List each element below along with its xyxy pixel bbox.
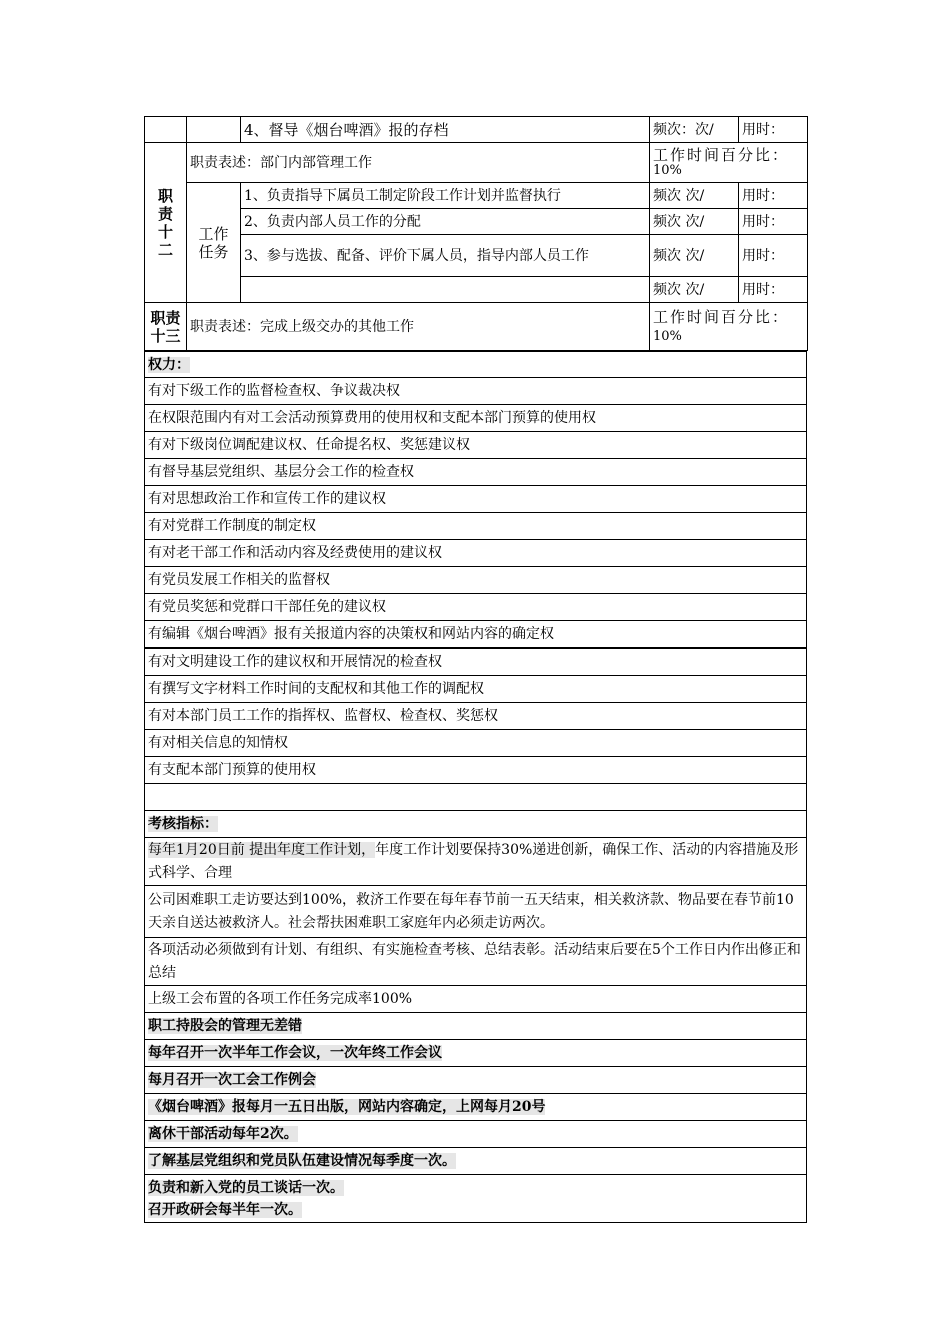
- time-used-cell: 用时：: [739, 209, 808, 235]
- duty13-label: 职责十三: [145, 303, 187, 351]
- duty13-row: [145, 303, 808, 351]
- kpi-item: 《烟台啤酒》报每月一五日出版，网站内容确定，上网每月20号: [148, 1099, 546, 1115]
- duty12-statement-row: [145, 143, 808, 183]
- frequency-cell: 频次 次/: [650, 209, 739, 235]
- duty13-time-pct: [650, 303, 808, 351]
- duty12-time-pct: [650, 143, 808, 183]
- time-pct-value: 10%: [653, 162, 682, 178]
- authority-item: 有对党群工作制度的制定权: [145, 513, 807, 540]
- task-text: 2、负责内部人员工作的分配: [241, 209, 650, 235]
- kpi-item: 了解基层党组织和党员队伍建设情况每季度一次。: [148, 1153, 456, 1169]
- duty12-statement: 职责表述：部门内部管理工作: [187, 143, 650, 183]
- authority-item: 在权限范围内有对工会活动预算费用的使用权和支配本部门预算的使用权: [145, 405, 807, 432]
- authority-item: 有支配本部门预算的使用权: [145, 757, 807, 784]
- authority-item: 有党员奖惩和党群口干部任免的建议权: [145, 594, 807, 621]
- duty12-label: 职责十二: [145, 143, 187, 303]
- kpi-title: 考核指标：: [148, 816, 218, 832]
- duty13-statement: 职责表述：完成上级交办的其他工作: [187, 303, 650, 351]
- kpi-item: 公司困难职工走访要达到100%，救济工作要在每年春节前一五天结束，相关救济款、物品要在春节前10天亲自送达被救济人。社会帮扶困难职工家庭年内必须走访两次。: [145, 886, 807, 938]
- time-used-cell: 用时：: [739, 277, 808, 303]
- kpi-item-highlight: 每年1月20日前 提出年度工作计划，: [148, 841, 376, 858]
- authority-item: 有对相关信息的知情权: [145, 730, 807, 757]
- time-used-cell: 用时：: [739, 183, 808, 209]
- kpi-item: 各项活动必须做到有计划、有组织、有实施检查考核、总结表彰。活动结束后要在5个工作日内作出修正和总结: [145, 938, 807, 986]
- time-pct-value: 10%: [653, 328, 682, 344]
- job-description-page: [144, 116, 807, 1223]
- kpi-item-line: 召开政研会每半年一次。: [148, 1201, 302, 1218]
- kpi-item: 职工持股会的管理无差错: [148, 1018, 302, 1034]
- authority-item: 有对下级岗位调配建议权、任命提名权、奖惩建议权: [145, 432, 807, 459]
- authority-item: 有对下级工作的监督检查权、争议裁决权: [145, 378, 807, 405]
- frequency-cell: 频次 次/: [650, 183, 739, 209]
- kpi-item: 上级工会布置的各项工作任务完成率100%: [145, 986, 807, 1013]
- kpi-item-text: 年度工作计划要保持30%递进创新，确保工作、活动的内容措施及形式科学、合理: [148, 841, 799, 881]
- task-label: 工作任务: [187, 183, 241, 303]
- frequency-cell: 频次 次/: [650, 235, 739, 277]
- task-text: [241, 277, 650, 303]
- duty12-task-row-3: [145, 235, 808, 277]
- authority-item: 有对文明建设工作的建议权和开展情况的检查权: [145, 648, 807, 676]
- duty-table: [144, 116, 808, 351]
- time-used-cell: 用时：: [739, 235, 808, 277]
- kpi-item: 每年召开一次半年工作会议，一次年终工作会议: [148, 1045, 442, 1061]
- kpi-item-line: 负责和新入党的员工谈话一次。: [148, 1179, 344, 1196]
- authority-item: [145, 784, 807, 811]
- authority-title: 权力：: [148, 356, 190, 373]
- time-pct-label: 工作时间百分比：: [653, 145, 790, 164]
- authority-item: 有督导基层党组织、基层分会工作的检查权: [145, 459, 807, 486]
- task-text: 1、负责指导下属员工制定阶段工作计划并监督执行: [241, 183, 650, 209]
- duty-row-prev: [145, 117, 808, 143]
- authority-item: 有撰写文字材料工作时间的支配权和其他工作的调配权: [145, 676, 807, 703]
- time-pct-label: 工作时间百分比：: [653, 307, 790, 326]
- duty12-task-row-2: [145, 209, 808, 235]
- task-text: 3、参与选拔、配备、评价下属人员，指导内部人员工作: [241, 235, 650, 277]
- kpi-item: 每月召开一次工会工作例会: [148, 1072, 316, 1088]
- authority-item: 有对老干部工作和活动内容及经费使用的建议权: [145, 540, 807, 567]
- time-used-cell: 用时：: [739, 117, 808, 143]
- duty12-task-row-1: [145, 183, 808, 209]
- authority-item: 有编辑《烟台啤酒》报有关报道内容的决策权和网站内容的确定权: [145, 621, 807, 649]
- authority-table: [144, 350, 807, 1223]
- task-text: 4、督导《烟台啤酒》报的存档: [241, 117, 650, 143]
- frequency-cell: 频次 次/: [650, 277, 739, 303]
- authority-item: 有对思想政治工作和宣传工作的建议权: [145, 486, 807, 513]
- kpi-item: 离休干部活动每年2次。: [148, 1126, 298, 1142]
- authority-item: 有党员发展工作相关的监督权: [145, 567, 807, 594]
- kpi-item: [145, 1175, 807, 1223]
- authority-item: 有对本部门员工工作的指挥权、监督权、检查权、奖惩权: [145, 703, 807, 730]
- frequency-cell: 频次：次/: [650, 117, 739, 143]
- kpi-item: [145, 838, 807, 886]
- duty12-task-row-4: [145, 277, 808, 303]
